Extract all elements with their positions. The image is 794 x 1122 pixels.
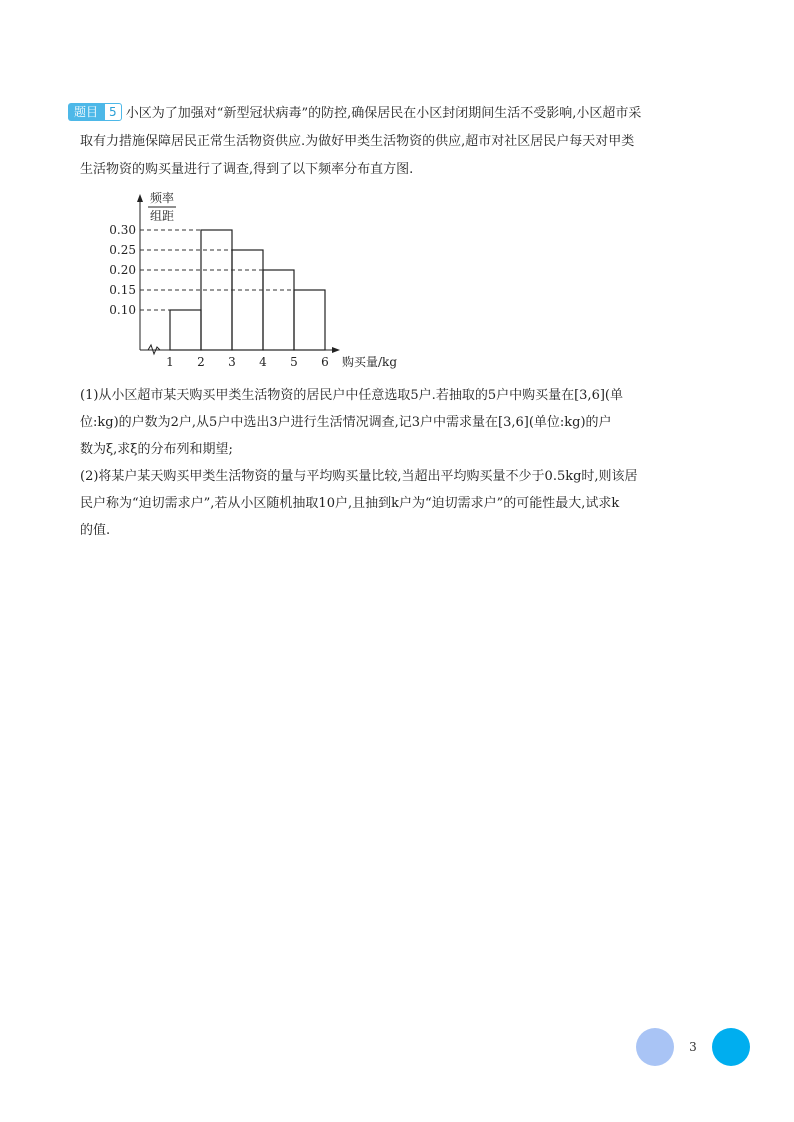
x-tick-label: 2 (197, 355, 205, 369)
histogram-bar (170, 310, 201, 350)
x-tick-label: 4 (259, 355, 267, 369)
question-text-line-1: 小区为了加强对“新型冠状病毒”的防控,确保居民在小区封闭期间生活不受影响,小区超市采 (125, 106, 642, 121)
question-first-line (68, 100, 728, 128)
y-label-numerator: 频率 (149, 191, 175, 205)
page-number: 3 (689, 1040, 697, 1054)
x-tick-label: 3 (228, 355, 236, 369)
y-tick-label: 0.15 (109, 283, 136, 297)
badge-circle-left (636, 1028, 674, 1066)
part-2-line-2: 民户称为“迫切需求户”,若从小区随机抽取10户,且抽到k户为“迫切需求户”的可能性最大,试求k (80, 496, 620, 511)
part-2-line-3: 的值. (80, 523, 111, 538)
histogram-chart (100, 188, 430, 378)
question-text-line-2: 取有力措施保障居民正常生活物资供应.为做好甲类生活物资的供应,超市对社区居民户每天对甲类 (80, 134, 635, 149)
x-tick-label: 5 (290, 355, 298, 369)
histogram-bar (294, 290, 325, 350)
y-tick-label: 0.20 (109, 263, 136, 277)
y-tick-label: 0.10 (109, 303, 136, 317)
histogram-bar (232, 250, 263, 350)
question-tag (68, 103, 122, 121)
x-axis-arrow (332, 347, 340, 353)
question-number: 5 (104, 103, 122, 121)
histogram-bar (263, 270, 294, 350)
part-2-line-1: (2)将某户某天购买甲类生活物资的量与平均购买量比较,当超出平均购买量不少于0.5kg时,则该居 (80, 469, 638, 484)
badge-circle-right (712, 1028, 750, 1066)
x-axis-label: 购买量/kg (342, 355, 397, 369)
part-1-line-2: 位:kg)的户数为2户,从5户中选出3户进行生活情况调查,记3户中需求量在[3,6](单位:kg)的户 (80, 415, 612, 430)
histogram-svg (100, 188, 430, 378)
y-axis-arrow (137, 194, 143, 202)
y-tick-label: 0.25 (109, 243, 136, 257)
sub-questions (80, 382, 730, 544)
part-1-line-3: 数为ξ,求ξ的分布列和期望; (80, 442, 233, 457)
y-label-denominator: 组距 (149, 209, 175, 223)
x-tick-label: 1 (166, 355, 174, 369)
question-text-line-3: 生活物资的购买量进行了调查,得到了以下频率分布直方图. (80, 162, 414, 177)
y-tick-label: 0.30 (109, 223, 136, 237)
x-tick-label: 6 (321, 355, 329, 369)
question-block (68, 100, 728, 184)
question-label: 题目 (68, 103, 104, 121)
part-1-line-1: (1)从小区超市某天购买甲类生活物资的居民户中任意选取5户.若抽取的5户中购买量在[3,6](单 (80, 388, 623, 403)
page-number-badge (636, 1028, 752, 1066)
